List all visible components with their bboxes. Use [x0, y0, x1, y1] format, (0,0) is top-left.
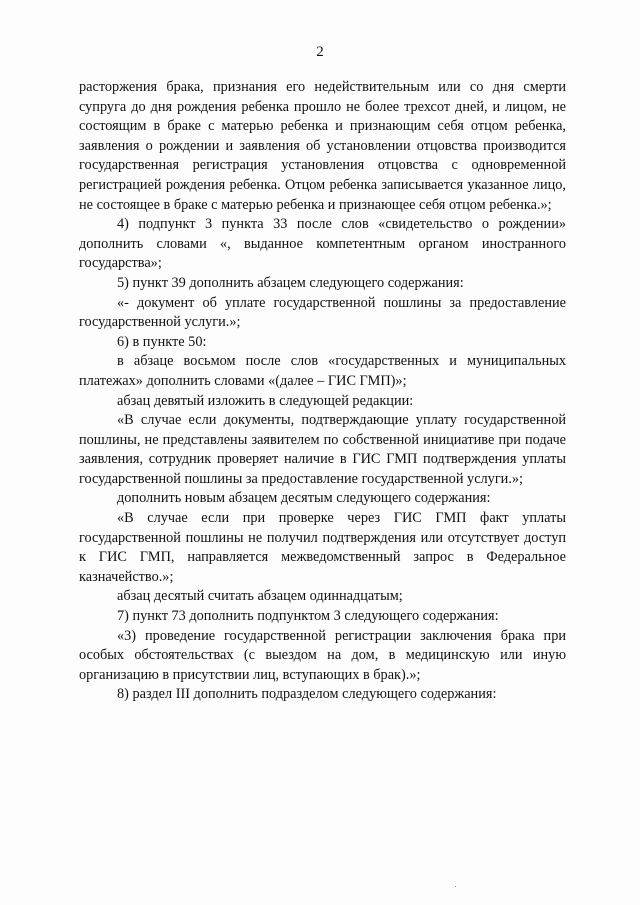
paragraph-6: в абзаце восьмом после слов «государственных и муниципальных платежах» дополнить словами «(далее – ГИС ГМП)»; — [79, 353, 566, 389]
paragraph-13: «3) проведение государственной регистрации заключения брака при особых обстоятельствах (с выездом на дом, в медицинскую или иную организацию в присутствии лиц, вступающих в брак).»; — [79, 627, 566, 683]
paragraph-9: дополнить новым абзацем десятым следующего содержания: — [117, 490, 491, 507]
scan-speck — [455, 886, 456, 887]
paragraph-7: абзац девятый изложить в следующей редакции: — [117, 392, 414, 409]
document-body — [79, 78, 566, 705]
paragraph-14: 8) раздел III дополнить подразделом следующего содержания: — [117, 686, 497, 703]
paragraph-1: расторжения брака, признания его недействительным или со дня смерти супруга до дня рождения ребенка прошло не более трехсот дней, и лицом, не состоящим в браке с матерью ребенка и признающим себя отцом ребенка, заявления о рождении и заявления об установлении отцовства производится государственная регистрация установления отцовства с одновременной регистрацией рождения ребенка. Отцом ребенка записывается указанное лицо, не состоящее в браке с матерью ребенка и признающее себя отцом ребенка.»; — [79, 79, 566, 213]
paragraph-8: «В случае если документы, подтверждающие уплату государственной пошлины, не представлены заявителем по собственной инициативе при подаче заявления, сотрудник проверяет наличие в ГИС ГМП подтверждения уплаты государственной пошлины за предоставление государственной услуги.»; — [79, 412, 566, 487]
paragraph-5: 6) в пункте 50: — [117, 333, 207, 350]
paragraph-2: 4) подпункт 3 пункта 33 после слов «свидетельство о рождении» дополнить словами «, выданное компетентным органом иностранного государства»; — [79, 216, 566, 272]
paragraph-10: «В случае если при проверке через ГИС ГМП факт уплаты государственной пошлины не получил подтверждения или отсутствует доступ к ГИС ГМП, направляется межведомственный запрос в Федеральное казначейство.»; — [79, 510, 566, 585]
paragraph-11: абзац десятый считать абзацем одиннадцатым; — [117, 588, 403, 605]
paragraph-3: 5) пункт 39 дополнить абзацем следующего содержания: — [117, 274, 464, 291]
paragraph-12: 7) пункт 73 дополнить подпунктом 3 следующего содержания: — [117, 608, 499, 625]
paragraph-4: «- документ об уплате государственной пошлины за предоставление государственной услуги.»; — [79, 294, 566, 331]
page-number: 2 — [316, 44, 324, 60]
